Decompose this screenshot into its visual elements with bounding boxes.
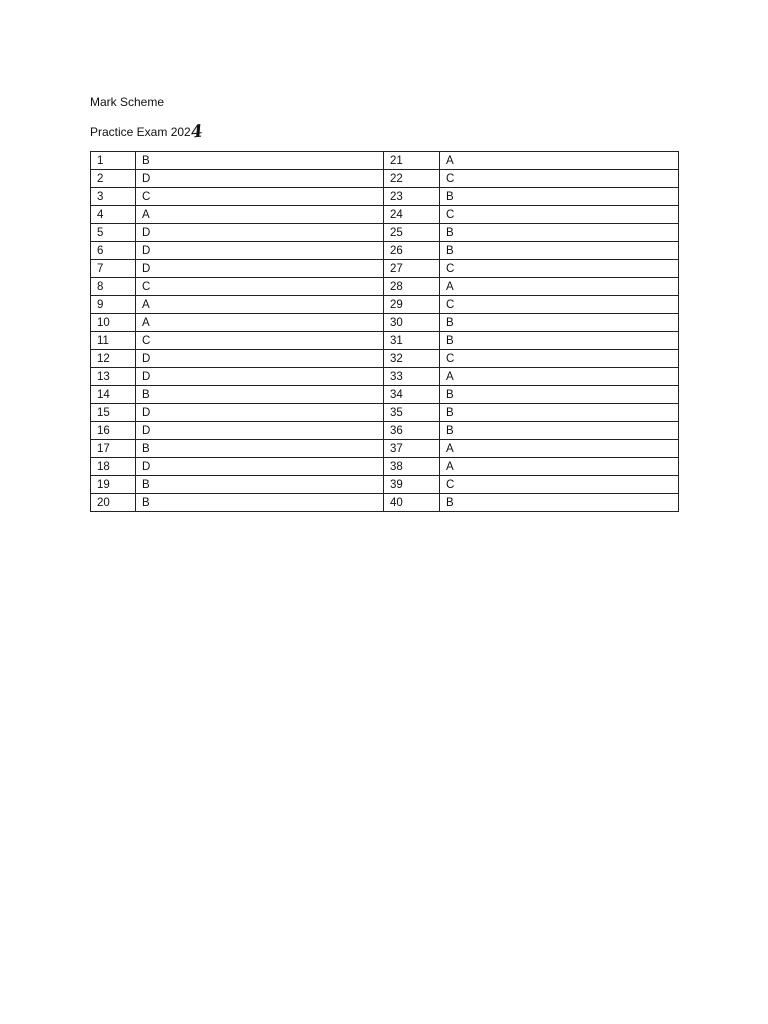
table-row [91, 386, 679, 404]
table-row [91, 440, 679, 458]
question-number-cell: 40 [384, 494, 440, 512]
table-row [91, 278, 679, 296]
page-title: Mark Scheme [90, 95, 165, 109]
table-row [91, 368, 679, 386]
answer-cell: B [440, 386, 679, 404]
question-number-cell: 39 [384, 476, 440, 494]
question-number-cell: 8 [91, 278, 136, 296]
question-number-cell: 31 [384, 332, 440, 350]
answer-cell: C [440, 170, 679, 188]
question-number-cell: 3 [91, 188, 136, 206]
table-row [91, 170, 679, 188]
answer-cell: C [136, 188, 384, 206]
answer-cell: D [136, 242, 384, 260]
answer-cell: D [136, 170, 384, 188]
answer-cell: C [440, 260, 679, 278]
table-row [91, 152, 679, 170]
question-number-cell: 7 [91, 260, 136, 278]
question-number-cell: 16 [91, 422, 136, 440]
answer-cell: D [136, 224, 384, 242]
exam-title-printed: Practice Exam 202 [90, 125, 191, 139]
answer-cell: D [136, 422, 384, 440]
answer-cell: B [136, 476, 384, 494]
question-number-cell: 38 [384, 458, 440, 476]
question-number-cell: 17 [91, 440, 136, 458]
question-number-cell: 34 [384, 386, 440, 404]
question-number-cell: 29 [384, 296, 440, 314]
answer-cell: C [440, 206, 679, 224]
question-number-cell: 19 [91, 476, 136, 494]
table-row [91, 296, 679, 314]
question-number-cell: 14 [91, 386, 136, 404]
answer-cell: B [440, 404, 679, 422]
answer-cell: D [136, 260, 384, 278]
answer-cell: C [136, 278, 384, 296]
question-number-cell: 21 [384, 152, 440, 170]
answer-cell: A [440, 440, 679, 458]
question-number-cell: 9 [91, 296, 136, 314]
table-row [91, 476, 679, 494]
answer-table-body [91, 152, 679, 512]
table-row [91, 458, 679, 476]
question-number-cell: 27 [384, 260, 440, 278]
answer-cell: B [440, 242, 679, 260]
question-number-cell: 6 [91, 242, 136, 260]
table-row [91, 404, 679, 422]
question-number-cell: 37 [384, 440, 440, 458]
answer-cell: D [136, 458, 384, 476]
question-number-cell: 24 [384, 206, 440, 224]
table-row [91, 314, 679, 332]
question-number-cell: 1 [91, 152, 136, 170]
answer-cell: C [440, 296, 679, 314]
question-number-cell: 22 [384, 170, 440, 188]
answer-cell: A [440, 368, 679, 386]
answer-cell: B [136, 152, 384, 170]
answer-cell: C [440, 350, 679, 368]
question-number-cell: 13 [91, 368, 136, 386]
question-number-cell: 15 [91, 404, 136, 422]
answer-cell: B [440, 188, 679, 206]
answer-cell: A [440, 152, 679, 170]
exam-title [90, 121, 204, 143]
answer-cell: A [136, 296, 384, 314]
exam-title-handwritten-digit: 4 [189, 121, 204, 143]
answer-cell: B [440, 314, 679, 332]
table-row [91, 350, 679, 368]
answer-cell: A [440, 458, 679, 476]
answer-cell: A [136, 206, 384, 224]
question-number-cell: 11 [91, 332, 136, 350]
answer-cell: C [440, 476, 679, 494]
question-number-cell: 23 [384, 188, 440, 206]
table-row [91, 494, 679, 512]
table-row [91, 422, 679, 440]
question-number-cell: 12 [91, 350, 136, 368]
answer-cell: B [136, 386, 384, 404]
table-row [91, 260, 679, 278]
answer-cell: A [136, 314, 384, 332]
table-row [91, 206, 679, 224]
answer-cell: B [440, 224, 679, 242]
answer-cell: D [136, 350, 384, 368]
question-number-cell: 10 [91, 314, 136, 332]
question-number-cell: 33 [384, 368, 440, 386]
table-row [91, 224, 679, 242]
question-number-cell: 35 [384, 404, 440, 422]
table-row [91, 188, 679, 206]
question-number-cell: 28 [384, 278, 440, 296]
question-number-cell: 36 [384, 422, 440, 440]
question-number-cell: 5 [91, 224, 136, 242]
question-number-cell: 18 [91, 458, 136, 476]
answer-cell: B [136, 440, 384, 458]
question-number-cell: 26 [384, 242, 440, 260]
answer-cell: C [136, 332, 384, 350]
question-number-cell: 4 [91, 206, 136, 224]
answer-cell: A [440, 278, 679, 296]
answer-cell: B [136, 494, 384, 512]
question-number-cell: 25 [384, 224, 440, 242]
question-number-cell: 32 [384, 350, 440, 368]
table-row [91, 332, 679, 350]
answer-cell: B [440, 422, 679, 440]
answer-cell: B [440, 332, 679, 350]
question-number-cell: 20 [91, 494, 136, 512]
question-number-cell: 2 [91, 170, 136, 188]
answer-cell: D [136, 368, 384, 386]
question-number-cell: 30 [384, 314, 440, 332]
answer-cell: B [440, 494, 679, 512]
table-row [91, 242, 679, 260]
answer-table [90, 151, 679, 512]
answer-cell: D [136, 404, 384, 422]
